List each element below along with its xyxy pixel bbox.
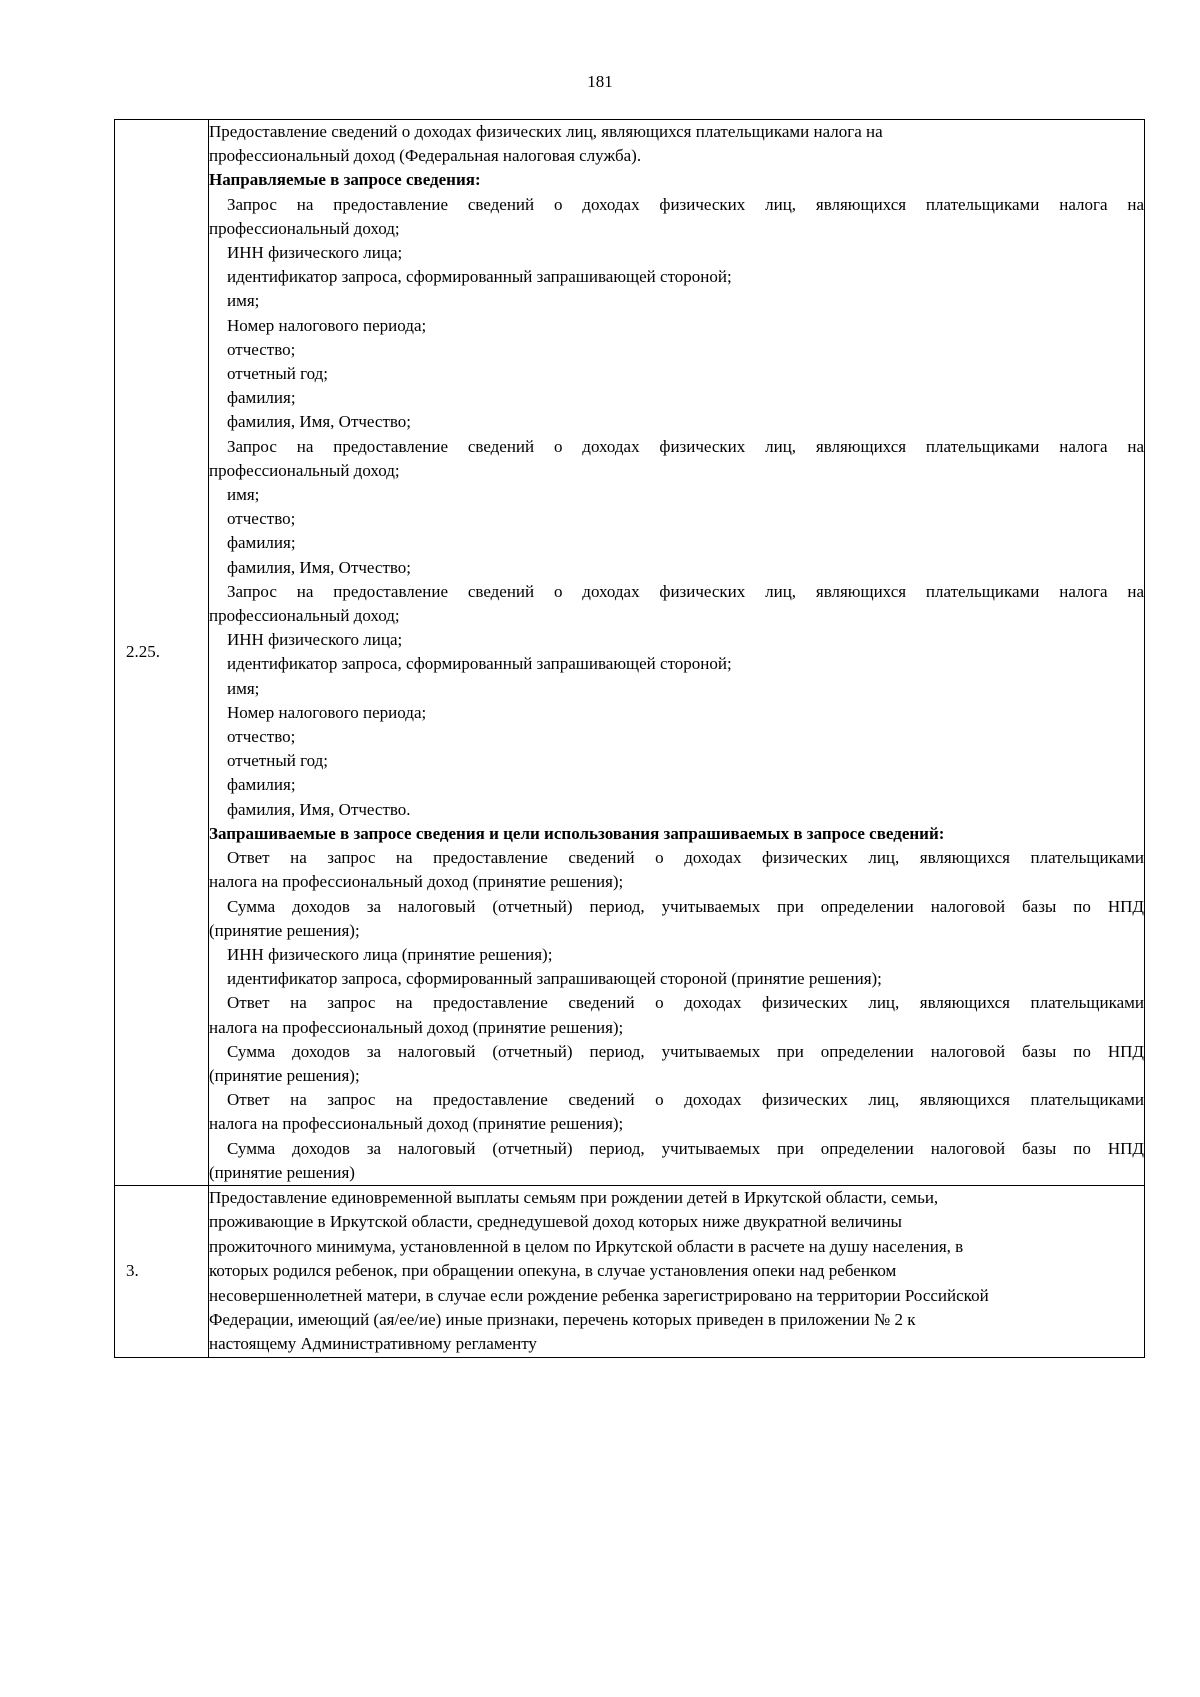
text-line: фамилия, Имя, Отчество; [227, 557, 412, 577]
text-line: идентификатор запроса, сформированный запрашивающей стороной; [227, 654, 732, 674]
text-line: ИНН физического лица; [227, 630, 403, 650]
text-line: (принятие решения); [209, 920, 360, 940]
text-line: налога на профессиональный доход (принятие решения); [209, 1114, 624, 1134]
text-line: имя; [227, 485, 260, 505]
text-line: налога на профессиональный доход (принятие решения); [209, 872, 624, 892]
row-content-cell [209, 120, 1145, 1186]
text-line: Ответ на запрос на предоставление сведений о доходах физических лиц, являющихся плательщиками [227, 993, 1144, 1013]
text-line: прожиточного минимума, установленной в целом по Иркутской области в расчете на душу населения, в [209, 1236, 964, 1256]
text-line: которых родился ребенок, при обращении опекуна, в случае установления опеки над ребенком [209, 1261, 897, 1281]
text-line: Номер налогового периода; [227, 315, 427, 335]
row-content-cell [209, 1185, 1145, 1357]
text-line: фамилия, Имя, Отчество; [227, 412, 412, 432]
text-line: ИНН физического лица (принятие решения); [227, 944, 553, 964]
text-line: профессиональный доход; [209, 460, 400, 480]
text-line: настоящему Административному регламенту [209, 1334, 537, 1354]
text-line: Запрашиваемые в запросе сведения и цели использования запрашиваемых в запросе сведений: [209, 823, 945, 843]
text-line: Предоставление сведений о доходах физических лиц, являющихся плательщиками налога на [209, 122, 883, 141]
text-line: несовершеннолетней матери, в случае если рождение ребенка зарегистрировано на территории Российской [209, 1285, 989, 1305]
page-number: 181 [587, 72, 613, 91]
text-line: отчество; [227, 727, 296, 747]
text-line: ИНН физического лица; [227, 243, 403, 263]
text-line: Сумма доходов за налоговый (отчетный) период, учитываемых при определении налоговой базы по НПД [227, 1138, 1144, 1158]
text-line: отчетный год; [227, 364, 329, 384]
text-line: фамилия; [227, 533, 296, 553]
text-line: идентификатор запроса, сформированный запрашивающей стороной; [227, 267, 732, 287]
text-line: отчетный год; [227, 751, 329, 771]
text-line: (принятие решения); [209, 1065, 360, 1085]
text-line: фамилия; [227, 775, 296, 795]
services-table [114, 119, 1145, 1358]
table-row [115, 120, 1145, 1186]
text-line: Сумма доходов за налоговый (отчетный) период, учитываемых при определении налоговой базы по НПД [227, 1041, 1144, 1061]
text-line: Запрос на предоставление сведений о доходах физических лиц, являющихся плательщиками налога на [227, 194, 1144, 214]
text-line: отчество; [227, 339, 296, 359]
text-line: Ответ на запрос на предоставление сведений о доходах физических лиц, являющихся плательщиками [227, 848, 1144, 868]
text-line: идентификатор запроса, сформированный запрашивающей стороной (принятие решения); [227, 969, 882, 989]
text-line: налога на профессиональный доход (принятие решения); [209, 1017, 624, 1037]
text-line: профессиональный доход; [209, 606, 400, 626]
text-line: фамилия, Имя, Отчество. [227, 799, 411, 819]
text-line: Предоставление единовременной выплаты семьям при рождении детей в Иркутской области, семьи, [209, 1187, 939, 1207]
text-line: Запрос на предоставление сведений о доходах физических лиц, являющихся плательщиками налога на [227, 436, 1144, 456]
row-number-cell: 2.25. [115, 120, 209, 1186]
text-line: проживающие в Иркутской области, среднедушевой доход которых ниже двукратной величины [209, 1212, 902, 1232]
text-line: отчество; [227, 509, 296, 529]
text-line: профессиональный доход; [209, 218, 400, 238]
text-line: Ответ на запрос на предоставление сведений о доходах физических лиц, являющихся плательщиками [227, 1090, 1144, 1110]
text-line: профессиональный доход (Федеральная налоговая служба). [209, 146, 642, 166]
text-line: (принятие решения) [209, 1162, 355, 1182]
row-number-cell: 3. [115, 1185, 209, 1357]
text-line: Сумма доходов за налоговый (отчетный) период, учитываемых при определении налоговой базы по НПД [227, 896, 1144, 916]
text-line: Федерации, имеющий (ая/ее/ие) иные признаки, перечень которых приведен в приложении № 2 к [209, 1309, 916, 1329]
table-row [115, 1185, 1145, 1357]
text-line: Номер налогового периода; [227, 702, 427, 722]
text-line: Запрос на предоставление сведений о доходах физических лиц, являющихся плательщиками налога на [227, 581, 1144, 601]
text-line: Направляемые в запросе сведения: [209, 170, 481, 190]
text-line: фамилия; [227, 388, 296, 408]
text-line: имя; [227, 291, 260, 311]
text-line: имя; [227, 678, 260, 698]
